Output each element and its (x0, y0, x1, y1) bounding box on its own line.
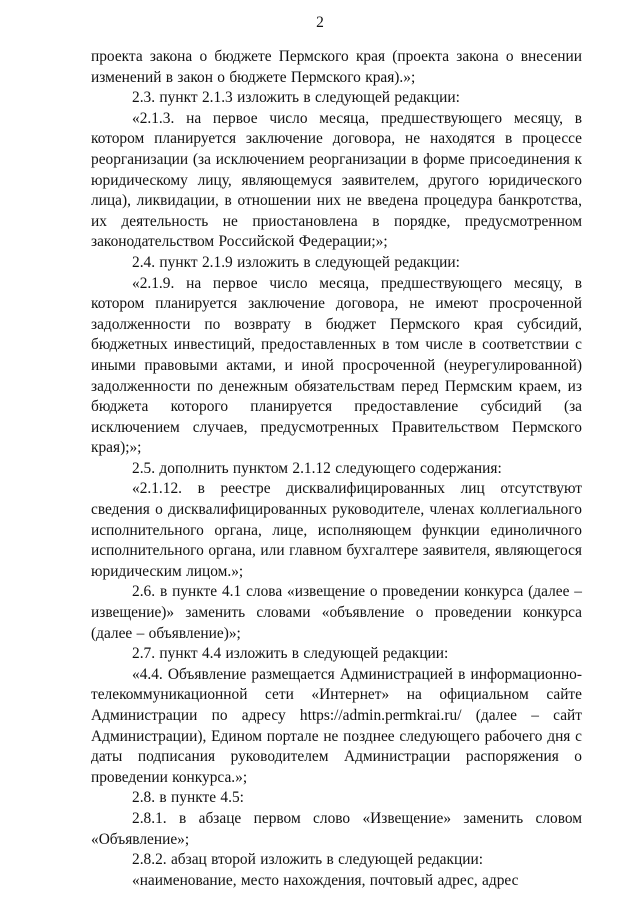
paragraph: проекта закона о бюджете Пермского края (проекта закона о внесении изменений в закон о бюджете Пермского края).»; (91, 48, 582, 86)
paragraph: «2.1.9. на первое число месяца, предшествующего месяцу, в котором планируется заключение договора, не имеют просроченной задолженности по возврату в бюджет Пермского края субсидий, бюджетных инвестиций, предоставленных в том числе в соответствии с иными правовыми актами, и иной просроченной (неурегулированной) задолженности по денежным обязательствам перед Пермским краем, из бюджета которого планируется предоставление субсидий (за исключением случаев, предусмотренных Правительством Пермского края);»; (91, 274, 582, 457)
paragraph: 2.3. пункт 2.1.3 изложить в следующей редакции: (132, 89, 460, 107)
paragraph: 2.4. пункт 2.1.9 изложить в следующей редакции: (132, 253, 460, 271)
paragraph: «наименование, место нахождения, почтовый адрес, адрес (132, 871, 519, 889)
paragraph: 2.8.2. абзац второй изложить в следующей редакции: (132, 851, 483, 869)
paragraph: 2.6. в пункте 4.1 слова «извещение о проведении конкурса (далее – извещение)» заменить словами «объявление о проведении конкурса (далее – объявление)»; (91, 583, 582, 642)
document-body (91, 47, 582, 891)
paragraph: «2.1.3. на первое число месяца, предшествующего месяцу, в котором планируется заключение договора, не находятся в процессе реорганизации (за исключением реорганизации в форме присоединения к юридическому лицу, являющемуся заявителем, другого юридического лица), ликвидации, в отношении них не введена процедура банкротства, их деятельность не приостановлена в порядке, предусмотренном законодательством Российской Федерации;»; (91, 109, 582, 251)
paragraph: 2.7. пункт 4.4 изложить в следующей редакции: (132, 645, 449, 663)
paragraph: 2.5. дополнить пунктом 2.1.12 следующего содержания: (132, 459, 502, 477)
paragraph: 2.8.1. в абзаце первом слово «Извещение» заменить словом «Объявление»; (91, 809, 582, 848)
paragraph: 2.8. в пункте 4.5: (132, 789, 244, 807)
page-number: 2 (316, 14, 324, 31)
paragraph: «4.4. Объявление размещается Администрацией в информационно-телекоммуникационной сети «Интернет» на официальном сайте Администрации по адресу https://admin.permkrai.ru/ (далее – сайт Администрации), Едином портале не позднее следующего рабочего дня с даты подписания руководителем Администрации распоряжения о проведении конкурса.»; (91, 665, 582, 786)
paragraph: «2.1.12. в реестре дисквалифицированных лиц отсутствуют сведения о дисквалифицированных руководителе, членах коллегиального исполнительного органа, лице, исполняющем функции единоличного исполнительного органа, или главном бухгалтере заявителя, являющегося юридическим лицом.»; (91, 480, 582, 580)
